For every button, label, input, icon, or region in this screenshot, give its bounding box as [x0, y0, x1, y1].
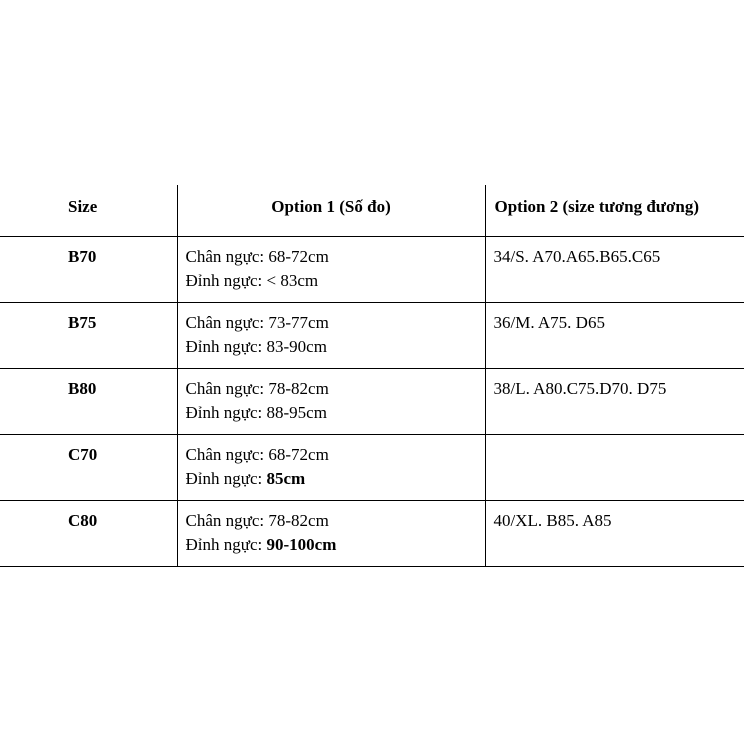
bust-label: Đỉnh ngực:	[185, 337, 267, 356]
chest-label: Chân ngực:	[185, 511, 269, 530]
bust-value: 88-95cm	[266, 403, 327, 422]
measurement-cell	[177, 303, 485, 369]
table-row	[0, 303, 744, 369]
bust-label: Đỉnh ngực:	[185, 271, 267, 290]
measurement-cell	[177, 369, 485, 435]
equivalent-size-cell: 34/S. A70.A65.B65.C65	[485, 237, 744, 303]
chest-value: 68-72cm	[268, 247, 329, 266]
measurement-cell	[177, 237, 485, 303]
chest-value: 78-82cm	[268, 379, 329, 398]
measurement-cell	[177, 435, 485, 501]
bust-label: Đỉnh ngực:	[185, 535, 267, 554]
chest-line	[186, 443, 485, 467]
header-option-1: Option 1 (Số đo)	[177, 185, 485, 237]
bust-line	[186, 335, 485, 359]
chest-label: Chân ngực:	[185, 313, 269, 332]
chest-label: Chân ngực:	[185, 445, 269, 464]
chest-line	[186, 245, 485, 269]
header-size: Size	[0, 185, 177, 237]
size-cell: B80	[0, 369, 177, 435]
equivalent-size-cell: 38/L. A80.C75.D70. D75	[485, 369, 744, 435]
size-cell: C80	[0, 501, 177, 567]
equivalent-size-cell: 36/M. A75. D65	[485, 303, 744, 369]
chest-value: 68-72cm	[268, 445, 329, 464]
size-cell: B75	[0, 303, 177, 369]
bust-value: < 83cm	[266, 271, 319, 290]
measurement-cell	[177, 501, 485, 567]
table-row	[0, 237, 744, 303]
bust-label: Đỉnh ngực:	[185, 469, 267, 488]
bust-value: 90-100cm	[266, 535, 337, 554]
chest-label: Chân ngực:	[185, 247, 269, 266]
equivalent-size-cell: 40/XL. B85. A85	[485, 501, 744, 567]
bust-label: Đỉnh ngực:	[185, 403, 267, 422]
table-row	[0, 501, 744, 567]
chest-value: 78-82cm	[268, 511, 329, 530]
size-chart-table	[0, 185, 744, 567]
table-row	[0, 369, 744, 435]
table-row	[0, 435, 744, 501]
bust-value: 85cm	[266, 469, 306, 488]
header-option-2: Option 2 (size tương đương)	[485, 185, 744, 237]
bust-value: 83-90cm	[266, 337, 327, 356]
chest-line	[186, 509, 485, 533]
bust-line	[186, 269, 485, 293]
chest-value: 73-77cm	[268, 313, 329, 332]
equivalent-size-cell	[485, 435, 744, 501]
bust-line	[186, 467, 485, 491]
bust-line	[186, 401, 485, 425]
size-cell: B70	[0, 237, 177, 303]
header-row	[0, 185, 744, 237]
chest-label: Chân ngực:	[185, 379, 269, 398]
size-cell: C70	[0, 435, 177, 501]
bust-line	[186, 533, 485, 557]
chest-line	[186, 311, 485, 335]
chest-line	[186, 377, 485, 401]
